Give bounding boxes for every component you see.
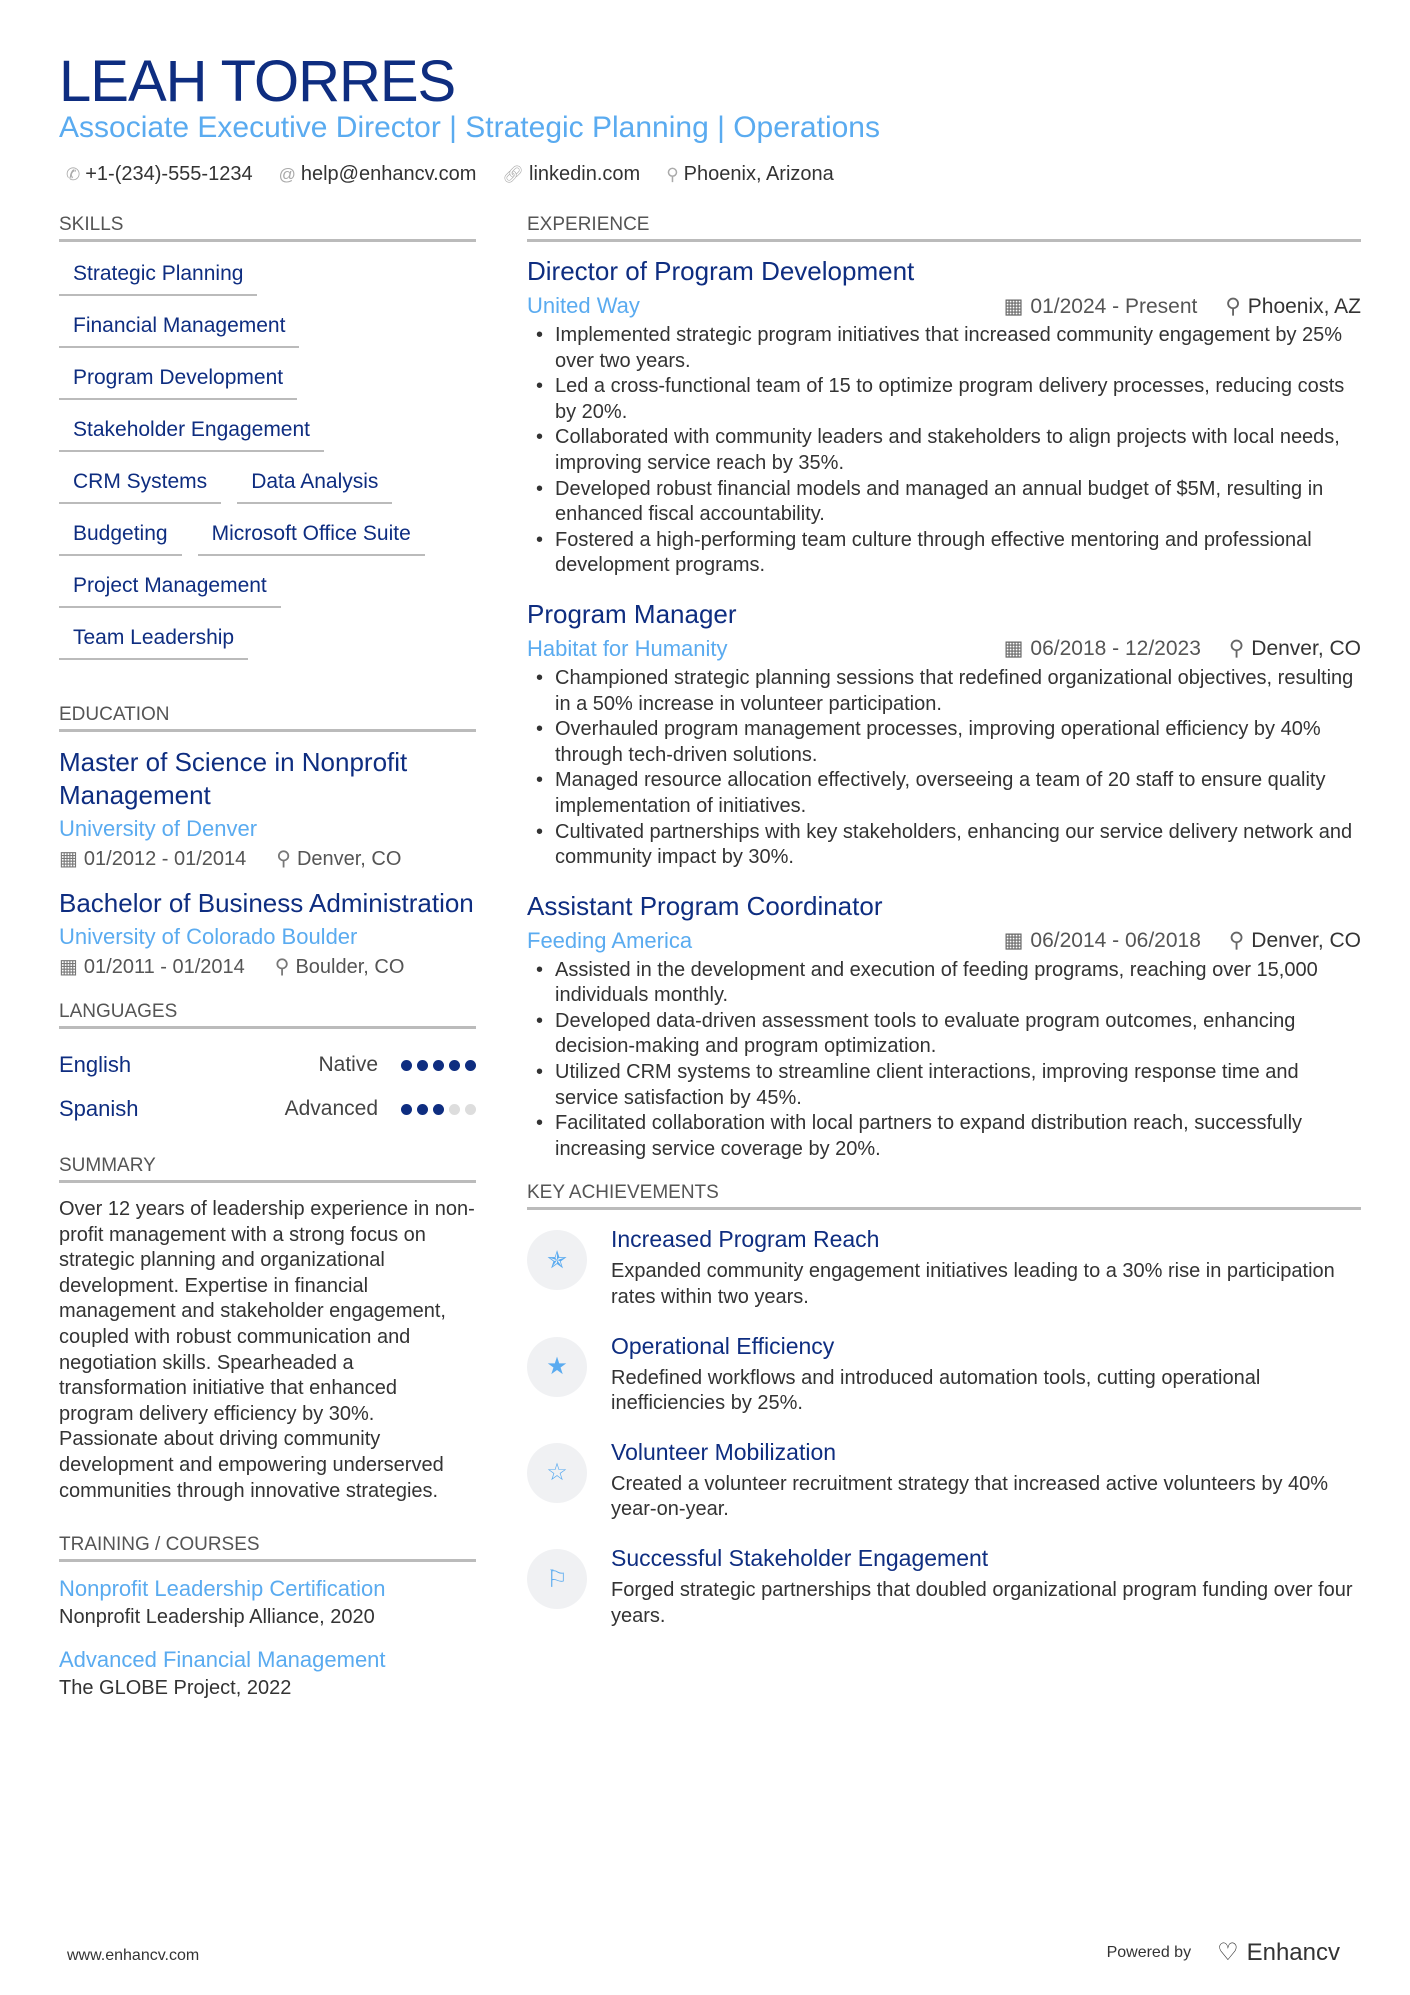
proficiency-dot [465, 1104, 476, 1115]
bullet: • Championed strategic planning sessions that redefined organizational objectives, resulting in a 50% increase in volunteer participation. [527, 666, 1361, 717]
achievement [527, 1333, 1361, 1417]
job-entry [527, 256, 1361, 579]
star-filled-icon: ★ [527, 1337, 587, 1397]
institution: University of Denver [59, 816, 258, 841]
bullet: • Developed robust financial models and managed an annual budget of $5M, resulting in enhanced fiscal accountability. [527, 477, 1361, 528]
footer-url[interactable]: www.enhancv.com [67, 1947, 200, 1964]
education-list [59, 746, 476, 979]
bullet: • Managed resource allocation effectively, overseeing a team of 20 staff to ensure quality implementation of initiatives. [527, 768, 1361, 819]
at-icon: @ [278, 165, 296, 184]
location-text: Denver, CO [1251, 637, 1361, 661]
skill-tag: Financial Management [59, 308, 299, 348]
achievement-body [611, 1439, 1361, 1523]
job-meta [527, 636, 1361, 662]
achievement [527, 1439, 1361, 1523]
job-location [1229, 928, 1361, 953]
experience-list [527, 256, 1361, 1162]
degree: Bachelor of Business Administration [59, 888, 474, 918]
section-languages: LANGUAGES [59, 1001, 476, 1029]
location-icon: ⚲ [1228, 929, 1245, 953]
section-summary: SUMMARY [59, 1155, 476, 1183]
job-title: Program Manager [527, 598, 737, 629]
achievement-title: Increased Program Reach [611, 1226, 880, 1253]
calendar-icon: ▦ [1003, 637, 1024, 661]
bullet: • Assisted in the development and execution of feeding programs, reaching over 15,000 individuals monthly. [527, 958, 1361, 1009]
proficiency-dot [417, 1104, 428, 1115]
skills-list [59, 256, 476, 660]
proficiency-dot [401, 1104, 412, 1115]
achievement-body [611, 1333, 1361, 1417]
education-meta [59, 954, 476, 979]
right-column [527, 214, 1361, 1651]
training-list [59, 1576, 476, 1700]
proficiency-dot [465, 1060, 476, 1071]
proficiency-dot [417, 1060, 428, 1071]
company: Habitat for Humanity [527, 635, 728, 661]
job-location [1229, 636, 1361, 661]
job-entry [527, 891, 1361, 1163]
calendar-icon: ▦ [1003, 929, 1024, 953]
job-dates [1004, 636, 1201, 661]
bullet: • Utilized CRM systems to streamline client interactions, improving response time and service satisfaction by 45%. [527, 1060, 1361, 1111]
location-text: Denver, CO [296, 848, 402, 870]
language-name: English [59, 1052, 132, 1077]
proficiency-dot [449, 1104, 460, 1115]
dates-text: 01/2024 - Present [1030, 294, 1198, 318]
job-meta [527, 928, 1361, 954]
bullet: • Fostered a high-performing team culture through effective mentoring and professional development programs. [527, 528, 1361, 579]
language-row [59, 1087, 476, 1131]
skill-tag: Program Development [59, 360, 297, 400]
skill-tag: Project Management [59, 568, 281, 608]
education-meta [59, 846, 476, 871]
language-name: Spanish [59, 1096, 139, 1121]
star-half-icon: ✯ [527, 1230, 587, 1290]
achievement-desc: Created a volunteer recruitment strategy that increased active volunteers by 40% year-on-year. [611, 1472, 1329, 1521]
section-skills: SKILLS [59, 214, 476, 242]
skill-tag: Microsoft Office Suite [198, 516, 425, 556]
bullet: • Implemented strategic program initiatives that increased community engagement by 25% over two years. [527, 323, 1361, 374]
candidate-title: Associate Executive Director | Strategic Planning | Operations [59, 111, 880, 144]
dates [59, 954, 245, 979]
achievement-body [611, 1226, 1361, 1310]
calendar-icon: ▦ [59, 848, 78, 870]
location [275, 954, 405, 979]
bullet: • Led a cross-functional team of 15 to optimize program delivery processes, reducing costs by 20%. [527, 374, 1361, 425]
star-outline-icon: ☆ [527, 1443, 587, 1503]
location-icon: ⚲ [1228, 637, 1245, 661]
job-title: Assistant Program Coordinator [527, 890, 883, 921]
achievement-desc: Redefined workflows and introduced automation tools, cutting operational inefficiencies by 25%. [611, 1366, 1261, 1415]
location-icon: ⚲ [1225, 294, 1241, 318]
location-icon: ⚲ [276, 848, 291, 870]
proficiency-dot [401, 1060, 412, 1071]
dates-text: 01/2012 - 01/2014 [83, 848, 247, 870]
institution: University of Colorado Boulder [59, 924, 358, 949]
footer-branding [1107, 1938, 1340, 1967]
calendar-icon: ▦ [1003, 294, 1024, 318]
company: Feeding America [527, 927, 693, 953]
job-title: Director of Program Development [527, 256, 915, 286]
location-text: Denver, CO [1251, 929, 1361, 953]
proficiency-dots [396, 1053, 476, 1077]
achievement-body [611, 1545, 1361, 1629]
summary-text: Over 12 years of leadership experience in non-profit management with a strong focus on strategic planning and organizational development. Expertise in financial management and stakeholder engagement, coupled with robust communication and negotiation skills. Spearheaded a transformation initiative that enhanced program delivery efficiency by 30%. Passionate about driving community development and empowering underserved communities through innovative strategies. [59, 1198, 475, 1502]
bullet: • Cultivated partnerships with key stakeholders, enhancing our service delivery network and community impact by 30%. [527, 820, 1361, 871]
language-row [59, 1043, 476, 1087]
location-icon: ⚲ [666, 165, 679, 184]
job-dates [1004, 928, 1201, 953]
job-entry [527, 599, 1361, 871]
languages-list [59, 1043, 476, 1131]
location: Phoenix, Arizona [683, 163, 834, 185]
degree: Master of Science in Nonprofit Management [59, 747, 408, 810]
job-bullets [527, 323, 1361, 579]
achievements-list [527, 1226, 1361, 1629]
location-text: Boulder, CO [295, 956, 405, 978]
language-level: Native [318, 1053, 378, 1076]
dates-text: 06/2014 - 06/2018 [1030, 929, 1201, 953]
section-education: EDUCATION [59, 704, 476, 732]
dates-text: 01/2011 - 01/2014 [83, 956, 245, 978]
dates [59, 846, 246, 871]
achievement-title: Successful Stakeholder Engagement [611, 1545, 989, 1571]
bullet: • Facilitated collaboration with local partners to expand distribution reach, successfully increasing service coverage by 20%. [527, 1111, 1361, 1162]
email[interactable]: help@enhancv.com [300, 163, 477, 185]
job-location [1225, 294, 1361, 319]
location [276, 846, 401, 871]
achievement-desc: Forged strategic partnerships that doubled organizational program funding over four years. [611, 1579, 1353, 1627]
skill-tag: CRM Systems [59, 464, 221, 504]
skill-tag: Stakeholder Engagement [59, 412, 324, 452]
brand-name: Enhancv [1246, 1938, 1340, 1966]
course-provider: The GLOBE Project, 2022 [59, 1677, 292, 1700]
achievement-desc: Expanded community engagement initiatives leading to a 30% rise in participation rates within two years. [611, 1260, 1335, 1309]
achievement [527, 1545, 1361, 1629]
logo-icon: ♡ [1217, 1939, 1239, 1966]
enhancv-logo[interactable] [1217, 1938, 1340, 1967]
company: United Way [527, 293, 640, 318]
skill-tag: Team Leadership [59, 620, 248, 660]
section-achievements: KEY ACHIEVEMENTS [527, 1182, 1361, 1210]
section-experience: EXPERIENCE [527, 214, 1361, 242]
skill-tag: Strategic Planning [59, 256, 257, 296]
phone-icon: ✆ [66, 165, 81, 184]
bullet: • Developed data-driven assessment tools to evaluate program outcomes, enhancing decision-making and program optimization. [527, 1009, 1361, 1060]
proficiency-dot [433, 1060, 444, 1071]
job-meta [527, 293, 1361, 319]
job-bullets [527, 666, 1361, 871]
achievement-title: Volunteer Mobilization [611, 1438, 837, 1465]
job-bullets [527, 958, 1361, 1163]
skill-tag: Budgeting [59, 516, 182, 556]
calendar-icon: ▦ [59, 956, 78, 978]
bullet: • Collaborated with community leaders and stakeholders to align projects with local needs, improving service reach by 35%. [527, 425, 1361, 476]
proficiency-dots [396, 1097, 476, 1121]
course-title: Nonprofit Leadership Certification [59, 1576, 386, 1602]
bullet: • Overhauled program management processes, improving operational efficiency by 40% through tech-driven solutions. [527, 717, 1361, 768]
achievement-title: Operational Efficiency [611, 1332, 835, 1359]
link-icon: 🔗︎ [502, 165, 525, 184]
language-level: Advanced [284, 1097, 378, 1120]
course-provider: Nonprofit Leadership Alliance, 2020 [59, 1606, 375, 1629]
proficiency-dot [449, 1060, 460, 1071]
flag-icon: ⚐ [527, 1549, 587, 1609]
section-training: TRAINING / COURSES [59, 1534, 476, 1562]
contact-info [66, 163, 834, 186]
achievement [527, 1226, 1361, 1310]
left-column [59, 214, 476, 1718]
phone: +1-(234)-555-1234 [85, 163, 253, 185]
course-title: Advanced Financial Management [59, 1647, 386, 1673]
proficiency-dot [433, 1104, 444, 1115]
powered-by: Powered by [1106, 1943, 1192, 1961]
job-dates [1004, 294, 1198, 319]
location-text: Phoenix, AZ [1247, 294, 1361, 318]
skill-tag: Data Analysis [237, 464, 392, 504]
linkedin[interactable]: linkedin.com [529, 163, 641, 185]
dates-text: 06/2018 - 12/2023 [1030, 637, 1201, 661]
candidate-name: LEAH TORRES [59, 49, 456, 114]
location-icon: ⚲ [274, 956, 290, 978]
